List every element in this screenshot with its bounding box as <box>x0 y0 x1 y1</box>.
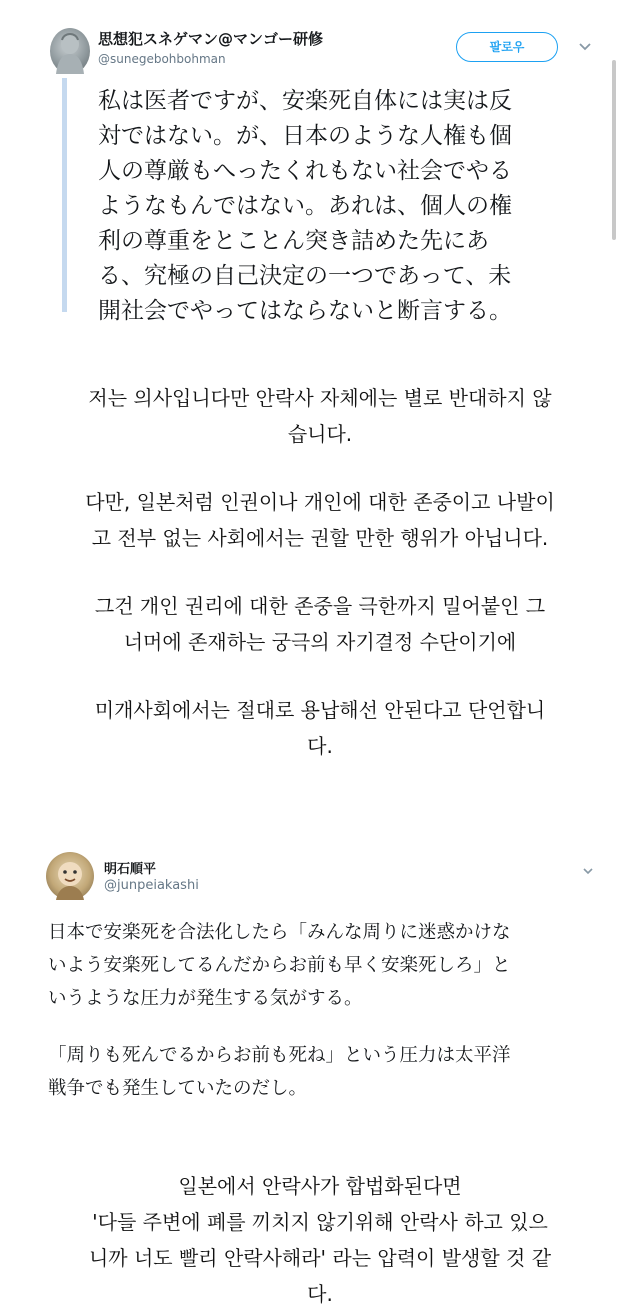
translation-line: 다. <box>307 734 333 758</box>
chevron-down-icon[interactable] <box>578 38 592 52</box>
translation-line: 일본에서 안락사가 합법화된다면 <box>178 1174 462 1198</box>
quote-bar <box>62 78 67 312</box>
user-handle[interactable]: @junpeiakashi <box>104 878 199 893</box>
tweet-text-line: 対ではない。が、日本のような人権も個 <box>98 123 512 149</box>
translation-block-2 <box>0 1168 640 1312</box>
scrollbar[interactable] <box>612 60 616 240</box>
tweet-text-line: いうような圧力が発生する気がする。 <box>48 988 363 1009</box>
statue-avatar-icon <box>50 28 90 74</box>
tweet-text-line: 利の尊重をとことん突き詰めた先にあ <box>98 228 489 254</box>
display-name[interactable]: 明石順平 <box>104 862 157 877</box>
cartoon-face-avatar-icon <box>46 852 94 900</box>
tweet-text <box>48 916 608 1105</box>
translation-block-1 <box>0 380 640 764</box>
translation-line: 그건 개인 권리에 대한 존중을 극한까지 밀어붙인 그 <box>94 594 546 618</box>
translation-line: 다만, 일본처럼 인권이나 개인에 대한 존중이고 나발이 <box>85 490 555 514</box>
user-handle[interactable]: @sunegebohbohman <box>98 52 226 66</box>
tweet-text-line: いよう安楽死してるんだからお前も早く安楽死しろ」と <box>48 955 511 976</box>
translation-line: 너머에 존재하는 궁극의 자기결정 수단이기에 <box>123 630 517 654</box>
tweet-text <box>98 84 598 329</box>
follow-button[interactable]: 팔로우 <box>456 32 558 62</box>
tweet-text-line: 開社会でやってはならないと断言する。 <box>98 298 512 324</box>
tweet-text-line: ようなもんではない。あれは、個人の権 <box>98 193 512 219</box>
translation-line: 고 전부 없는 사회에서는 권할 만한 행위가 아닙니다. <box>91 526 549 550</box>
translation-line: 미개사회에서는 절대로 용납해선 안된다고 단언합니 <box>94 698 546 722</box>
translation-line: 다. <box>307 1282 333 1306</box>
display-name[interactable]: 思想犯スネゲマン@マンゴー研修 <box>98 30 324 48</box>
tweet-text-line: 日本で安楽死を合法化したら「みんな周りに迷惑かけな <box>48 922 511 943</box>
translation-line: 저는 의사입니다만 안락사 자체에는 별로 반대하지 않 <box>88 386 552 410</box>
translation-line: 습니다. <box>287 422 353 446</box>
chevron-down-icon[interactable] <box>582 862 594 874</box>
tweet-card-1 <box>0 0 640 330</box>
tweet-text-line: 「周りも死んでるからお前も死ね」という圧力は太平洋 <box>48 1045 511 1066</box>
avatar[interactable] <box>46 852 94 900</box>
tweet-text-line: 人の尊厳もへったくれもない社会でやる <box>98 158 512 184</box>
tweet-text-line: る、究極の自己決定の一つであって、未 <box>98 263 512 289</box>
tweet-text-line: 戦争でも発生していたのだし。 <box>48 1078 308 1099</box>
translation-line: '다들 주변에 폐를 끼치지 않기위해 안락사 하고 있으 <box>92 1210 548 1234</box>
avatar[interactable] <box>50 28 90 74</box>
translation-line: 니까 너도 빨리 안락사해라' 라는 압력이 발생할 것 같 <box>88 1246 552 1270</box>
tweet-text-line: 私は医者ですが、安楽死自体には実は反 <box>98 88 512 114</box>
